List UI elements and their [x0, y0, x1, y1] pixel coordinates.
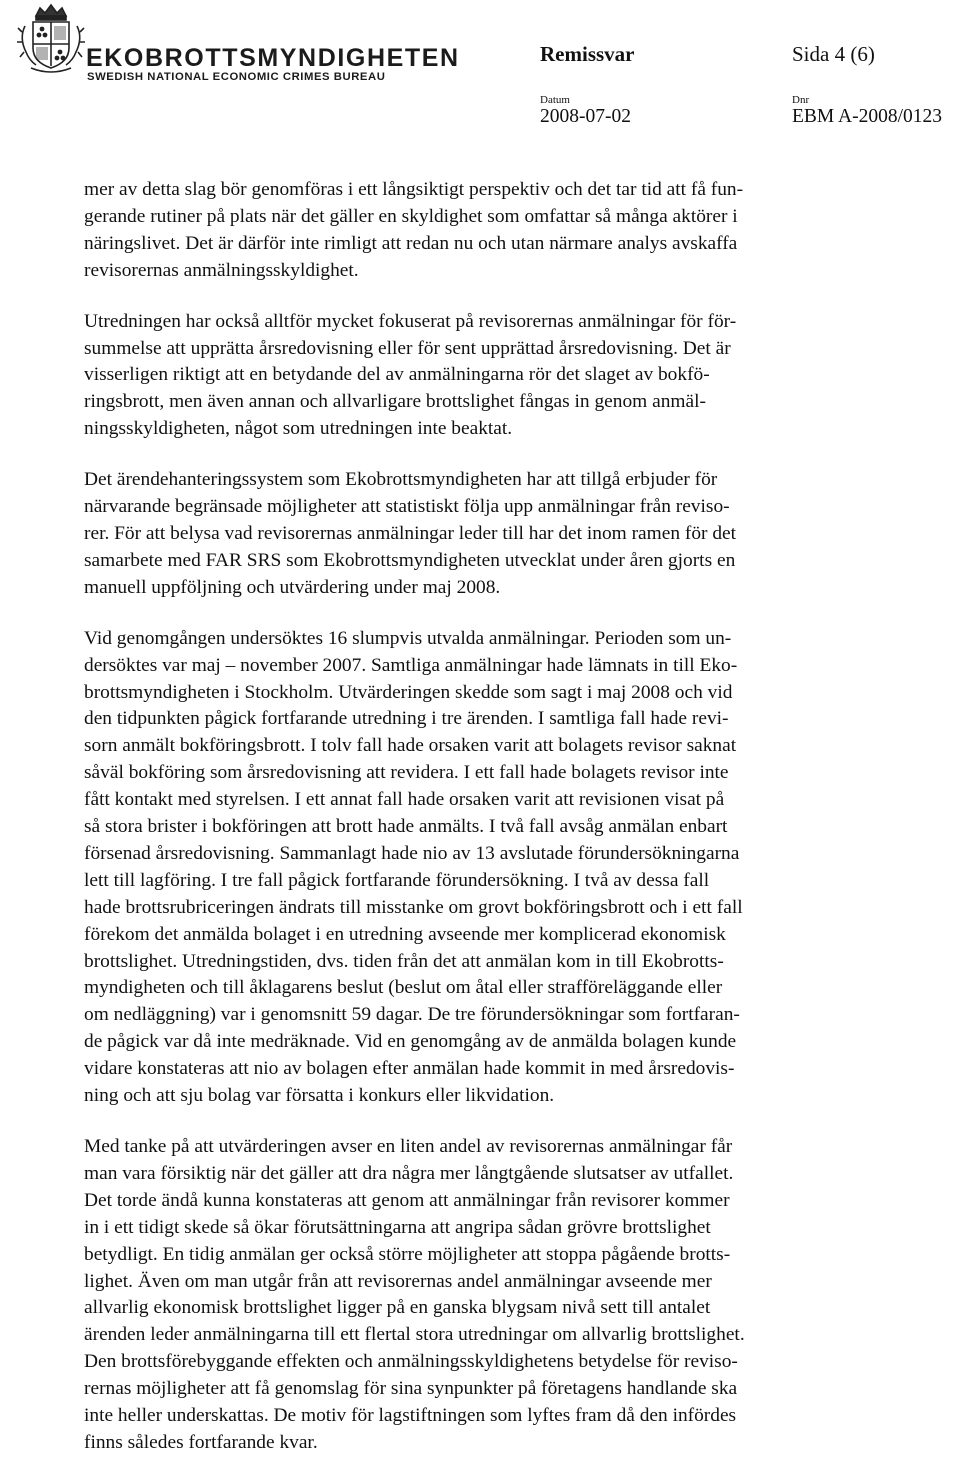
paragraph-1: [84, 177, 884, 285]
text-line: myndigheten och till åklagarens beslut (beslut om åtal eller strafföreläggande eller: [84, 977, 723, 999]
text-line: summelse att upprätta årsredovisning eller för sent upprättad årsredovisning. Det är: [84, 337, 731, 359]
text-line: Det torde ändå kunna konstateras att genom att anmälningar från revisorer kommer: [84, 1189, 730, 1211]
text-line: man vara försiktig när det gäller att dra några mer långtgående slutsatser av utfallet.: [84, 1162, 734, 1184]
text-line: ringsbrott, men även annan och allvarligare brottslighet fångas in genom anmäl-: [84, 391, 706, 413]
text-line: närvarande begränsade möjligheter att statistiskt följa upp anmälningar från reviso-: [84, 496, 730, 518]
text-line: betydligt. En tidig anmälan ger också större möjligheter att stoppa pågående brotts-: [84, 1243, 731, 1265]
text-line: sorn anmält bokföringsbrott. I tolv fall hade orsaken varit att bolagets revisor saknat: [84, 735, 737, 757]
text-line: brottslighet. Utredningstiden, dvs. tiden från det att anmälan kom in till Ekobrotts-: [84, 950, 724, 972]
paragraph-2: [84, 309, 884, 444]
text-line: revisorernas anmälningsskyldighet.: [84, 259, 359, 281]
text-line: fått kontakt med styrelsen. I ett annat fall hade orsaken varit att revisionen visat på: [84, 789, 725, 811]
text-line: om nedläggning) var i genomsnitt 59 dagar. De tre förundersökningar som fortfaran-: [84, 1004, 740, 1026]
text-line: de pågick var då inte medräknade. Vid en genomgång av de anmälda bolagen kunde: [84, 1031, 737, 1053]
paragraph-5: [84, 1134, 884, 1457]
paragraph-4: [84, 626, 884, 1110]
agency-subtitle: SWEDISH NATIONAL ECONOMIC CRIMES BUREAU: [87, 71, 386, 83]
text-line: Utredningen har också alltför mycket fokuserat på revisorernas anmälningar för för-: [84, 310, 737, 332]
text-line: Den brottsförebyggande effekten och anmälningsskyldighetens betydelse för reviso-: [84, 1351, 738, 1373]
text-line: inte heller underskattas. De motiv för lagstiftningen som lyftes fram då den infördes: [84, 1405, 737, 1427]
text-line: hade brottsrubriceringen ändrats till misstanke om grovt bokföringsbrott och i ett fall: [84, 896, 743, 918]
text-line: ningsskyldigheten, något som utredningen inte beaktat.: [84, 418, 513, 440]
swedish-coat-of-arms-icon: [14, 2, 88, 80]
text-line: den tidpunkten pågick fortfarande utredning i tre ärenden. I samtliga fall hade revi-: [84, 708, 729, 730]
text-line: ning och att sju bolag var försatta i konkurs eller likvidation.: [84, 1085, 555, 1107]
text-line: vidare konstateras att nio av bolagen efter anmälan hade kommit in med årsredovis-: [84, 1058, 735, 1080]
text-line: dersöktes var maj – november 2007. Samtliga anmälningar hade lämnats in till Eko-: [84, 654, 738, 676]
text-line: manuell uppföljning och utvärdering under maj 2008.: [84, 576, 501, 598]
date-label: Datum: [540, 94, 570, 106]
agency-name: EKOBROTTSMYNDIGHETEN: [86, 44, 460, 72]
dnr-label: Dnr: [792, 94, 810, 106]
date-value: 2008-07-02: [540, 106, 631, 127]
text-line: in i ett tidigt skede så ökar förutsättningarna att angripa sådan grövre brottslighet: [84, 1216, 711, 1238]
text-line: gerande rutiner på plats när det gäller en skyldighet som omfattar så många aktörer i: [84, 205, 738, 227]
text-line: Det ärendehanteringssystem som Ekobrottsmyndigheten har att tillgå erbjuder för: [84, 469, 718, 491]
text-line: ärenden leder anmälningarna till ett flertal stora utredningar om allvarlig brottslighet.: [84, 1324, 745, 1346]
document-type: Remissvar: [540, 42, 635, 66]
text-line: finns således fortfarande kvar.: [84, 1431, 318, 1453]
text-line: rernas möjligheter att få genomslag för sina synpunkter på företagens handlande ska: [84, 1378, 738, 1400]
text-line: såväl bokföring som årsredovisning att revidera. I ett fall hade bolagets revisor inte: [84, 762, 729, 784]
text-line: samarbete med FAR SRS som Ekobrottsmyndigheten utvecklat under åren gjorts en: [84, 549, 736, 571]
text-line: allvarlig ekonomisk brottslighet ligger på en ganska blygsam nivå sett till antalet: [84, 1297, 711, 1319]
paragraph-3: [84, 467, 884, 602]
dnr-value: EBM A-2008/0123: [792, 106, 943, 127]
text-line: förekom det anmälda bolaget i en utredning avseende mer komplicerad ekonomisk: [84, 923, 726, 945]
text-line: Vid genomgången undersöktes 16 slumpvis utvalda anmälningar. Perioden som un-: [84, 627, 732, 649]
text-line: rer. För att belysa vad revisorernas anmälningar leder till har det inom ramen för det: [84, 522, 737, 544]
text-line: lighet. Även om man utgår från att revisorernas andel anmälningar avseende mer: [84, 1270, 712, 1292]
document-body: [84, 177, 884, 1481]
letterhead: [0, 0, 960, 140]
text-line: visserligen riktigt att en betydande del av anmälningarna rör det slaget av bokfö-: [84, 364, 710, 386]
text-line: så stora brister i bokföringen att brott hade anmälts. I två fall avsåg anmälan enbart: [84, 816, 728, 838]
text-line: lett till lagföring. I tre fall pågick fortfarande förundersökning. I två av dessa fall: [84, 869, 710, 891]
page-number: Sida 4 (6): [792, 42, 875, 66]
text-line: mer av detta slag bör genomföras i ett långsiktigt perspektiv och det tar tid att få fun-: [84, 179, 744, 200]
text-line: näringslivet. Det är därför inte rimligt att redan nu och utan närmare analys avskaffa: [84, 232, 738, 254]
text-line: försenad årsredovisning. Sammanlagt hade nio av 13 avslutade förundersökningarna: [84, 842, 740, 864]
text-line: brottsmyndigheten i Stockholm. Utvärderingen skedde som sagt i maj 2008 och vid: [84, 681, 733, 703]
text-line: Med tanke på att utvärderingen avser en liten andel av revisorernas anmälningar får: [84, 1136, 733, 1157]
